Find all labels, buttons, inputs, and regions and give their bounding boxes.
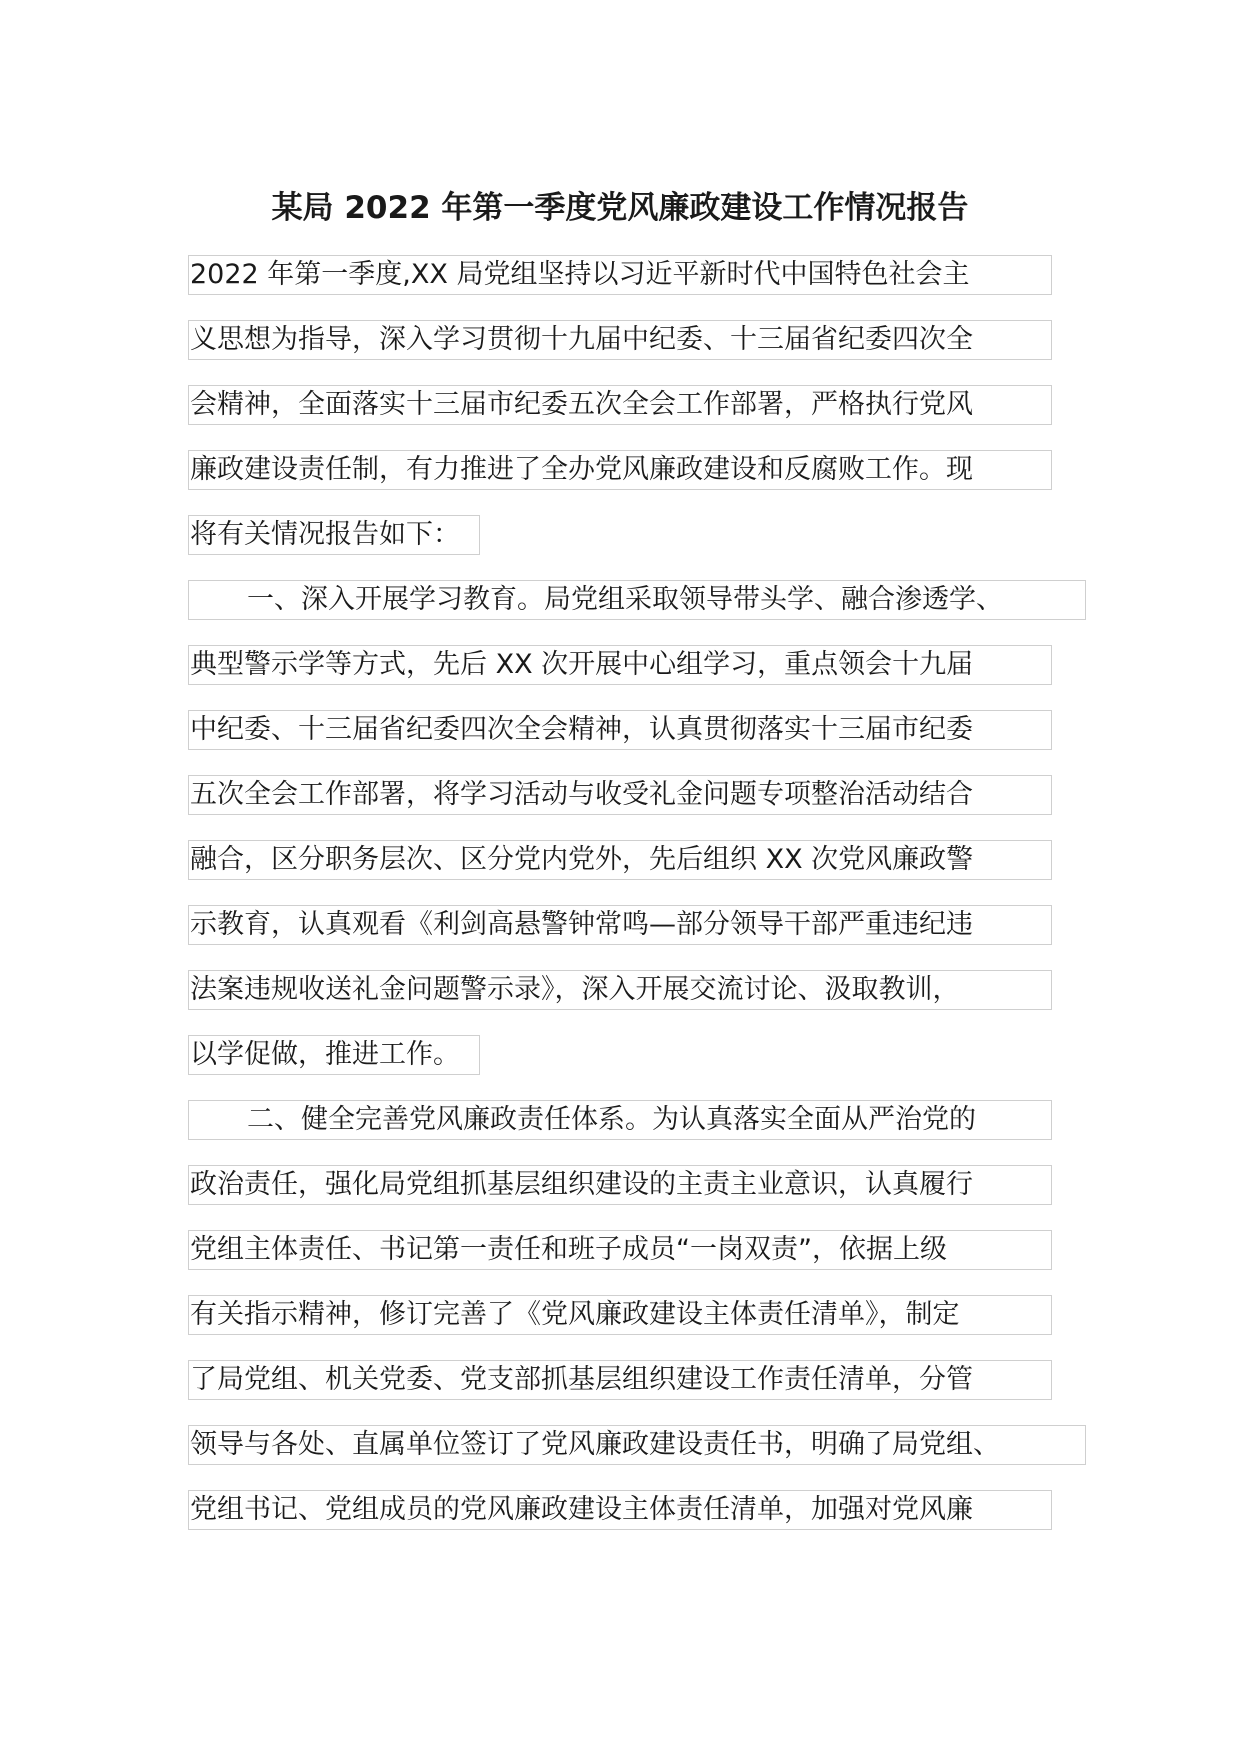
- paragraph-first-line: 一、深入开展学习教育。局党组采取领导带头学、融合渗透学、: [188, 580, 1086, 620]
- text-line: 2022 年第一季度,XX 局党组坚持以习近平新时代中国特色社会主: [188, 255, 1052, 295]
- text-line: 法案违规收送礼金问题警示录》，深入开展交流讨论、汲取教训，: [188, 970, 1052, 1010]
- text-line: 融合，区分职务层次、区分党内党外，先后组织 XX 次党风廉政警: [188, 840, 1052, 880]
- text-line: 党组主体责任、书记第一责任和班子成员“一岗双责”，依据上级: [188, 1230, 1052, 1270]
- text-line: 义思想为指导，深入学习贯彻十九届中纪委、十三届省纪委四次全: [188, 320, 1052, 360]
- text-line: 典型警示学等方式，先后 XX 次开展中心组学习，重点领会十九届: [188, 645, 1052, 685]
- paragraph-first-line: 二、健全完善党风廉政责任体系。为认真落实全面从严治党的: [188, 1100, 1052, 1140]
- text-line: 中纪委、十三届省纪委四次全会精神，认真贯彻落实十三届市纪委: [188, 710, 1052, 750]
- text-line: 五次全会工作部署，将学习活动与收受礼金问题专项整治活动结合: [188, 775, 1052, 815]
- text-line: 领导与各处、直属单位签订了党风廉政建设责任书，明确了局党组、: [188, 1425, 1086, 1465]
- text-line: 政治责任，强化局党组抓基层组织建设的主责主业意识，认真履行: [188, 1165, 1052, 1205]
- text-line: 以学促做，推进工作。: [188, 1035, 480, 1075]
- text-line: 示教育，认真观看《利剑高悬警钟常鸣—部分领导干部严重违纪违: [188, 905, 1052, 945]
- document-title: 某局 2022 年第一季度党风廉政建设工作情况报告: [271, 190, 969, 226]
- text-line: 将有关情况报告如下：: [188, 515, 480, 555]
- text-line: 党组书记、党组成员的党风廉政建设主体责任清单，加强对党风廉: [188, 1490, 1052, 1530]
- text-line: 了局党组、机关党委、党支部抓基层组织建设工作责任清单，分管: [188, 1360, 1052, 1400]
- text-line: 有关指示精神，修订完善了《党风廉政建设主体责任清单》，制定: [188, 1295, 1052, 1335]
- text-line: 廉政建设责任制，有力推进了全办党风廉政建设和反腐败工作。现: [188, 450, 1052, 490]
- text-line: 会精神，全面落实十三届市纪委五次全会工作部署，严格执行党风: [188, 385, 1052, 425]
